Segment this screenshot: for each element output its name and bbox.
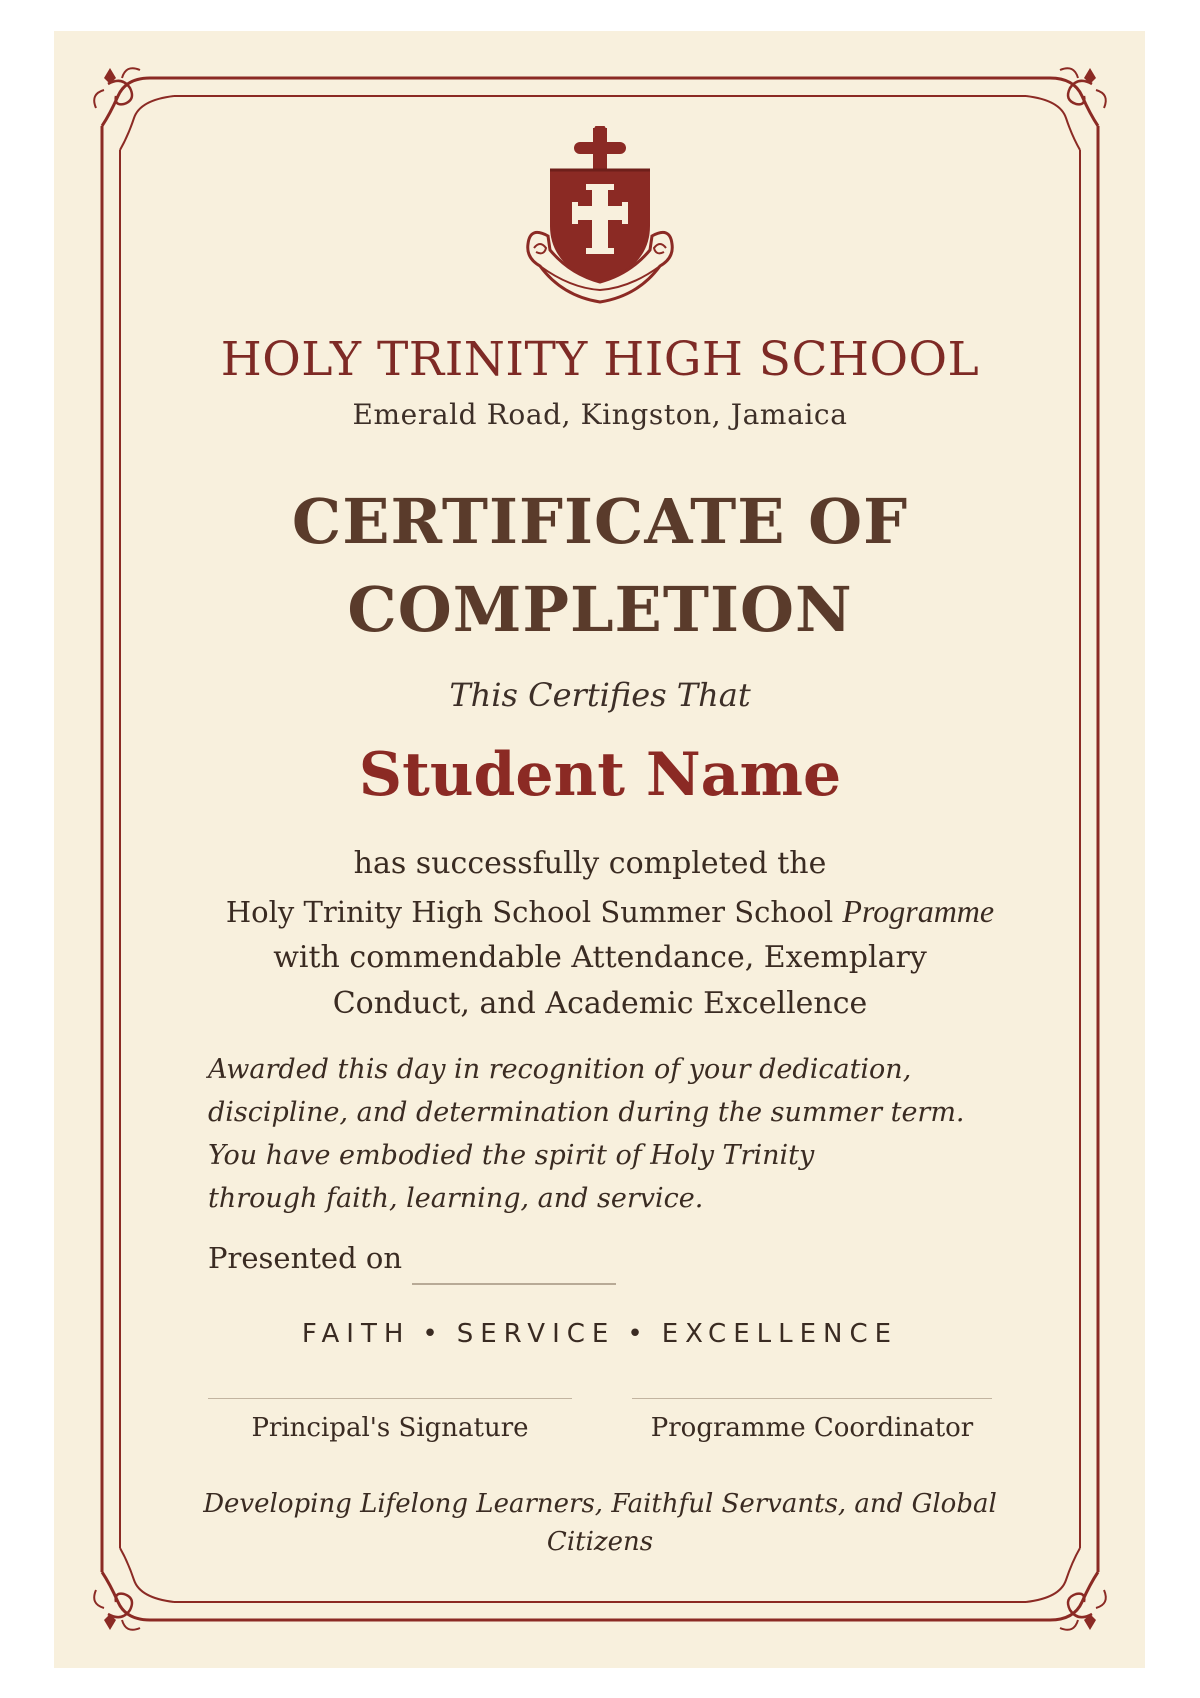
school-address: Emerald Road, Kingston, Jamaica <box>352 398 848 431</box>
coordinator-signature-label: Programme Coordinator <box>650 1413 974 1443</box>
completion-text-line1: has successfully completed the <box>353 846 827 881</box>
certificate-title-line2: COMPLETION <box>347 573 853 646</box>
tagline-line1: Developing Lifelong Learners, Faithful Servants, and Global <box>203 1489 997 1519</box>
school-name: HOLY TRINITY HIGH SCHOOL <box>220 332 980 387</box>
tagline-line2: Citizens <box>546 1527 654 1557</box>
recipient-name: Student Name <box>358 740 842 810</box>
presented-on-label: Presented on <box>208 1241 402 1275</box>
motto-word-excellence: EXCELLENCE <box>661 1319 899 1349</box>
programme-word: Programme <box>842 893 995 929</box>
award-text-line1: Awarded this day in recognition of your dedication, <box>208 1054 912 1085</box>
principal-signature-line <box>208 1398 572 1399</box>
coordinator-signature-line <box>632 1398 992 1399</box>
certifies-text: This Certifies That <box>449 676 751 714</box>
award-text-line3: You have embodied the spirit of Holy Trinity <box>208 1140 815 1171</box>
award-text-line2: discipline, and determination during the summer term. <box>208 1097 965 1128</box>
programme-name: Holy Trinity High School Summer School <box>225 895 843 929</box>
motto-word-service: SERVICE <box>456 1319 616 1349</box>
award-text-line4: through faith, learning, and service. <box>208 1183 704 1214</box>
motto-separator: • <box>422 1319 445 1349</box>
completion-text-line3: with commendable Attendance, Exemplary <box>273 940 927 975</box>
motto-word-faith: FAITH <box>301 1319 411 1349</box>
school-motto <box>0 1319 1200 1349</box>
date-blank-line <box>412 1283 616 1285</box>
cross-shield-crest-icon <box>520 126 680 312</box>
completion-text-line4: Conduct, and Academic Excellence <box>332 986 868 1021</box>
completion-text-line2 <box>10 893 1200 930</box>
principal-signature-label: Principal's Signature <box>251 1413 529 1443</box>
motto-separator: • <box>627 1319 650 1349</box>
certificate-title-line1: CERTIFICATE OF <box>291 485 909 558</box>
